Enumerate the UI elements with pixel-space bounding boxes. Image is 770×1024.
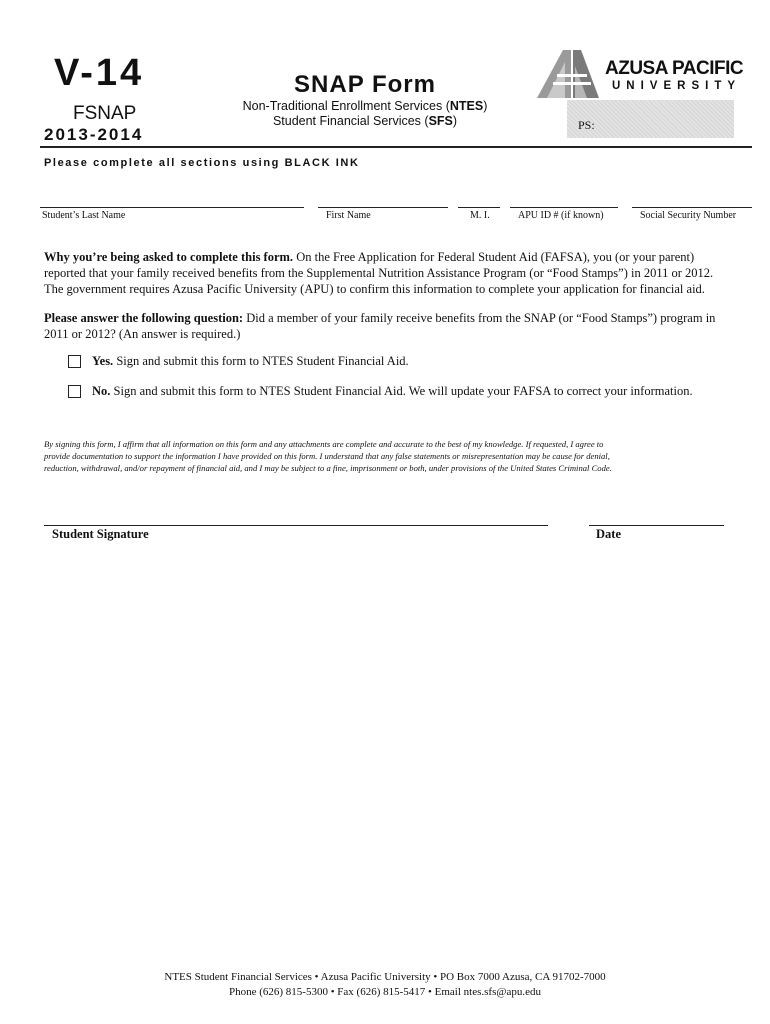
last-name-field[interactable] <box>40 207 304 208</box>
certification-line-3: reduction, withdrawal, and/or repayment of financial aid, and I may be subject to a fine, imprisonment or both, under provisions of the United States Criminal Code. <box>44 463 612 473</box>
no-checkbox[interactable] <box>68 385 81 398</box>
office-line-ntes: Non-Traditional Enrollment Services (NTES) <box>242 99 488 113</box>
apu-id-label: APU ID # (if known) <box>518 210 604 221</box>
ink-instruction: Please complete all sections using BLACK INK <box>44 157 360 169</box>
why-line-3: The government requires Azusa Pacific University (APU) to confirm this information to complete your application for financial aid. <box>44 282 705 296</box>
no-option: No. Sign and submit this form to NTES Student Financial Aid. We will update your FAFSA to correct your information. <box>92 384 693 398</box>
page-title: SNAP Form <box>294 71 436 98</box>
logo-university: UNIVERSITY <box>612 80 742 92</box>
yes-option: Yes. Sign and submit this form to NTES Student Financial Aid. <box>92 354 409 368</box>
ps-label: PS: <box>578 118 595 132</box>
form-code: V-14 <box>54 52 145 94</box>
why-line-1: Why you’re being asked to complete this form. On the Free Application for Federal Student Aid (FAFSA), you (or your parent) <box>44 250 695 264</box>
header-divider <box>40 146 752 148</box>
first-name-label: First Name <box>326 210 371 221</box>
first-name-field[interactable] <box>318 207 448 208</box>
footer-contact: Phone (626) 815-5300 • Fax (626) 815-5417 • Email ntes.sfs@apu.edu <box>228 986 542 998</box>
middle-initial-field[interactable] <box>458 207 500 208</box>
yes-checkbox[interactable] <box>68 355 81 368</box>
apu-id-field[interactable] <box>510 207 618 208</box>
why-paragraph <box>44 249 734 297</box>
why-line-2: reported that your family received benefits from the Supplemental Nutrition Assistance Program (or “Food Stamps”) in 2011 or 2012. <box>44 266 714 280</box>
form-subcode: FSNAP <box>73 103 137 124</box>
student-signature-field[interactable] <box>44 525 548 526</box>
logo-mark-icon <box>537 48 607 100</box>
date-label: Date <box>596 527 621 541</box>
date-field[interactable] <box>589 525 724 526</box>
certification-text <box>44 438 738 474</box>
last-name-label: Student’s Last Name <box>42 210 126 221</box>
certification-line-2: provide documentation to support the information I have provided on this form. I understand that any false statements or misrepresentation may be cause for denial, <box>44 451 610 461</box>
ssn-label: Social Security Number <box>640 210 737 221</box>
student-signature-label: Student Signature <box>52 527 149 541</box>
middle-initial-label: M. I. <box>470 210 490 221</box>
question-paragraph <box>44 310 734 342</box>
question-line-2: 2011 or 2012? (An answer is required.) <box>44 327 241 341</box>
certification-line-1: By signing this form, I affirm that all information on this form and any attachments are complete and accurate to the best of my knowledge. If requested, I agree to <box>44 439 604 449</box>
ssn-field[interactable] <box>632 207 752 208</box>
form-year: 2013-2014 <box>44 125 144 144</box>
logo-name: AZUSA PACIFIC <box>605 58 744 79</box>
office-line-sfs: Student Financial Services (SFS) <box>272 114 458 128</box>
question-line-1: Please answer the following question: Did a member of your family receive benefits from the SNAP (or “Food Stamps”) program in <box>44 311 716 325</box>
footer-address: NTES Student Financial Services • Azusa Pacific University • PO Box 7000 Azusa, CA 91702-7000 <box>164 971 606 983</box>
